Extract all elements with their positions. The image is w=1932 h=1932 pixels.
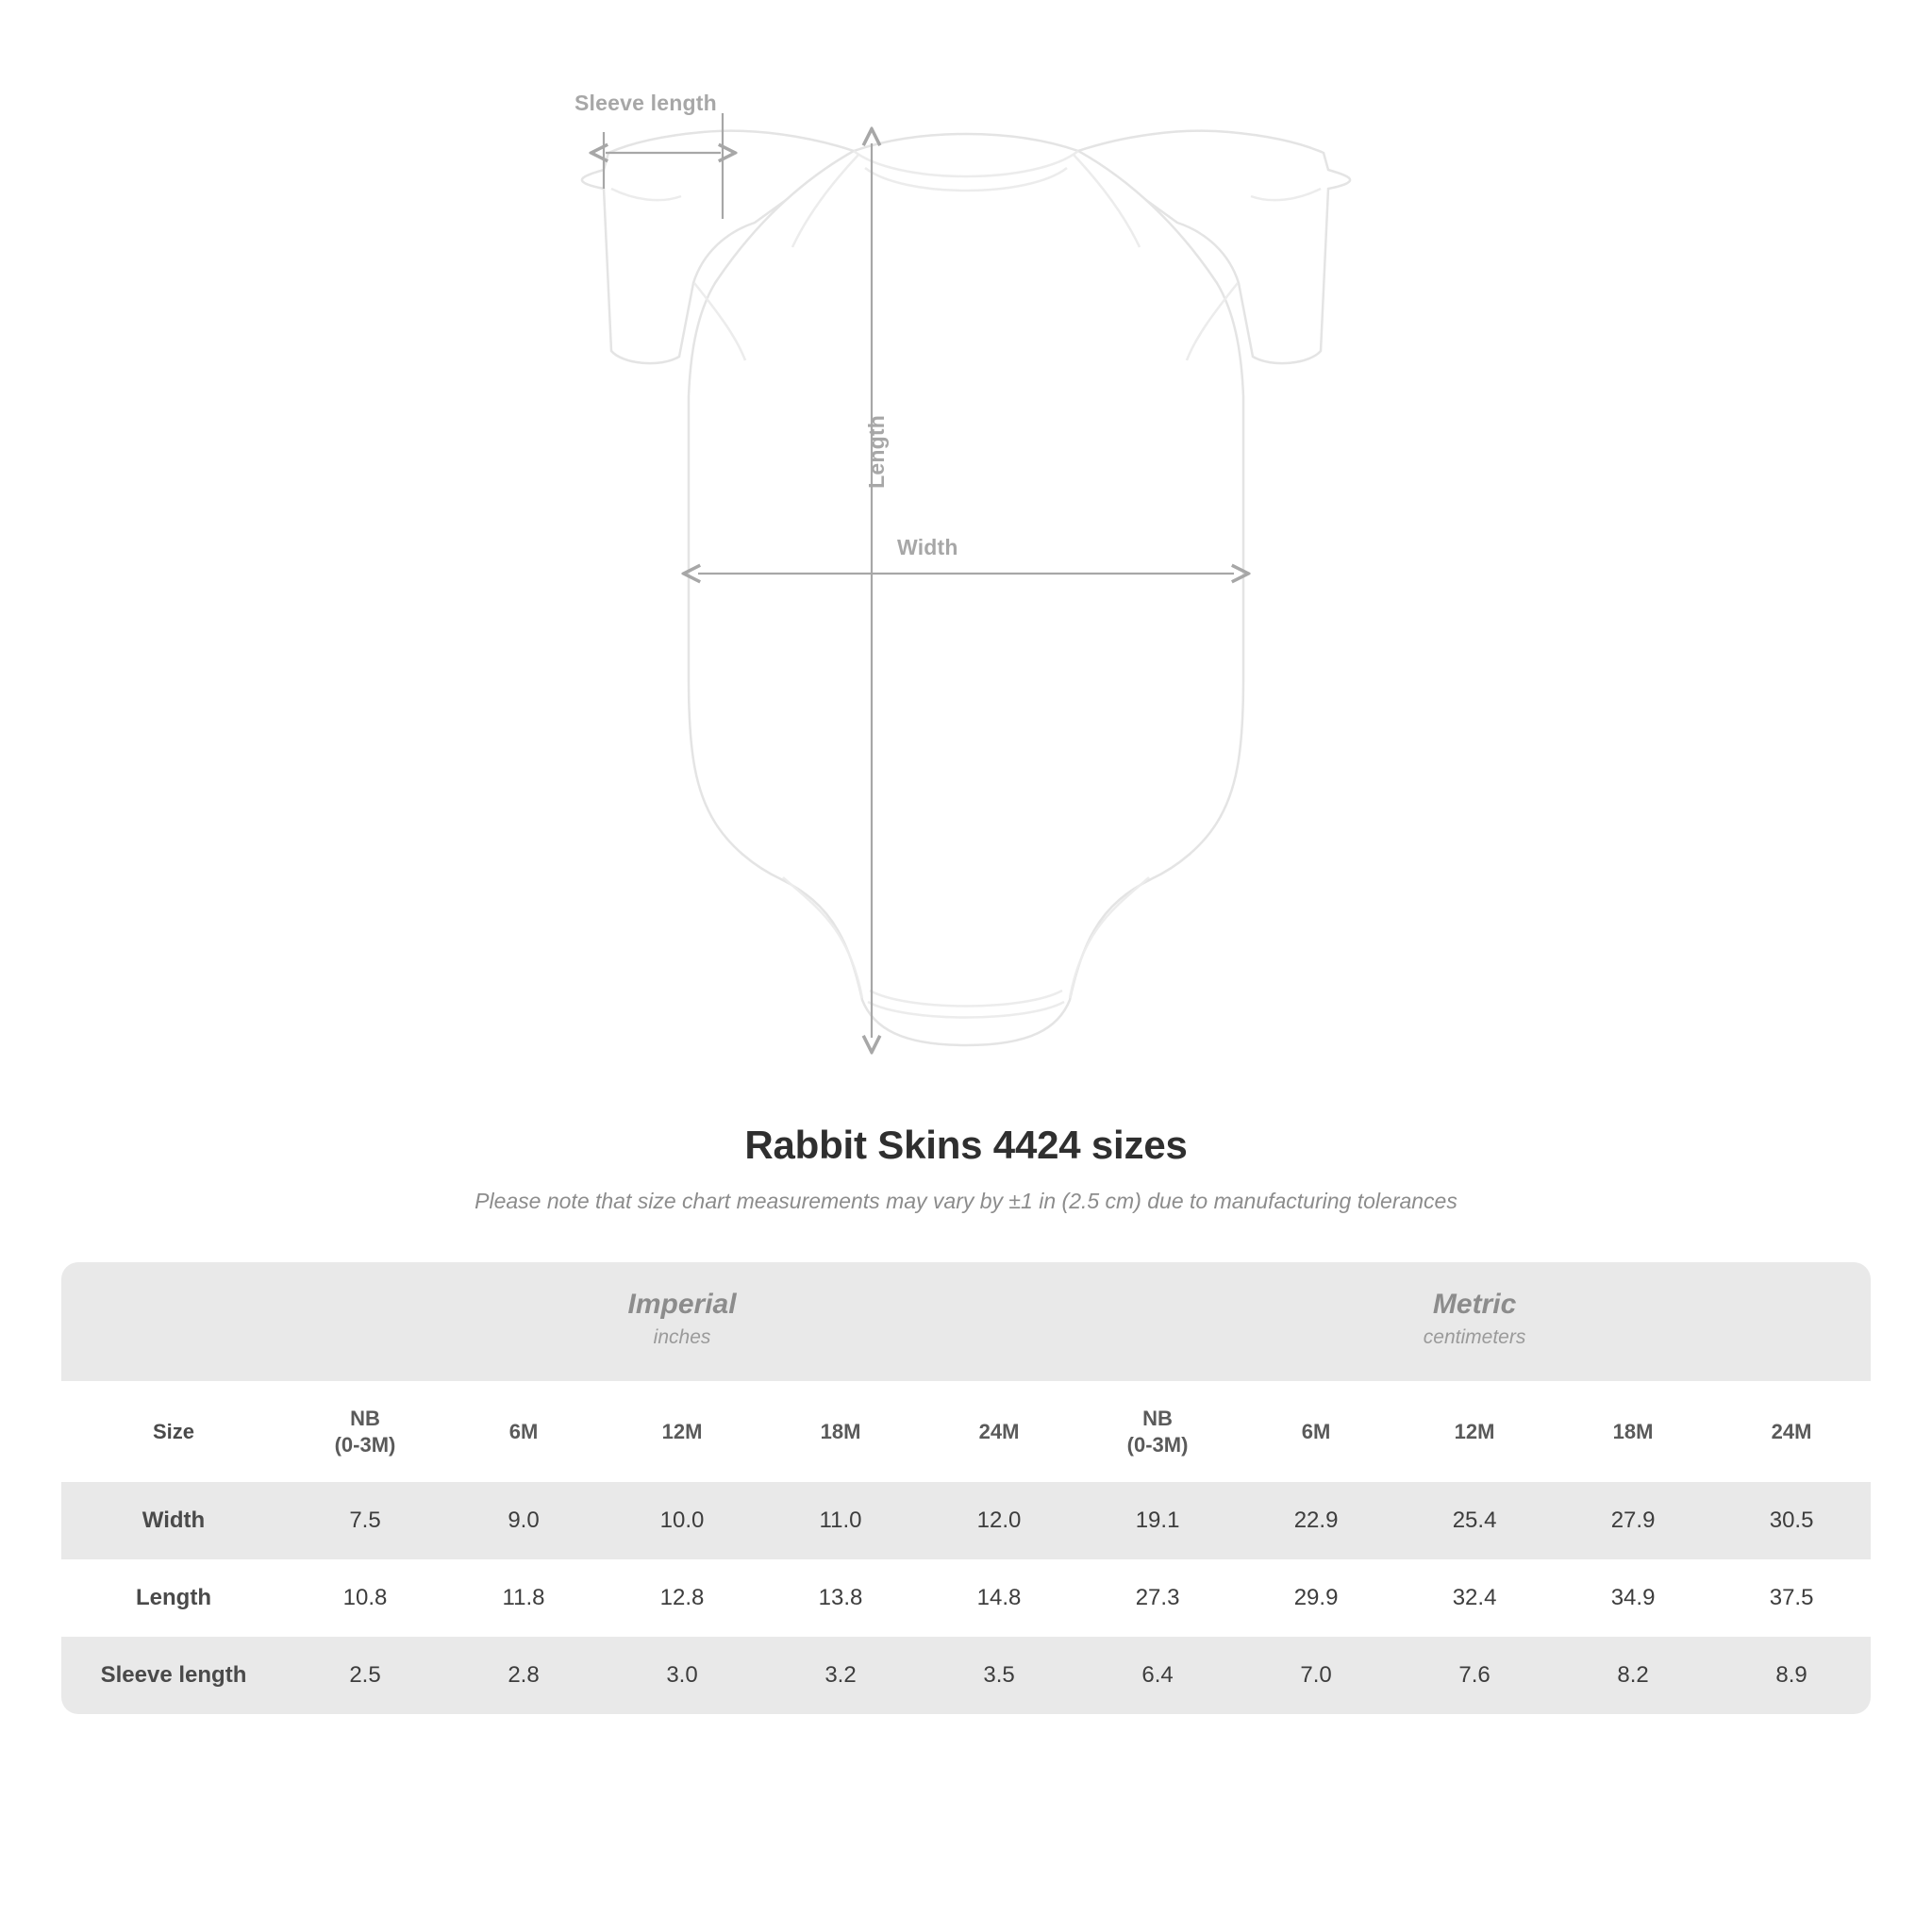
table-cell: 29.9 [1293, 1585, 1339, 1610]
table-corner-cell [61, 1262, 286, 1381]
table-cell: 25.4 [1395, 1482, 1554, 1559]
table-cell: 3.5 [920, 1637, 1078, 1714]
unit-group-metric [1078, 1262, 1871, 1381]
table-cell: 14.8 [976, 1585, 1022, 1610]
table-cell: 3.0 [603, 1637, 761, 1714]
column-header-line1: 12M [1454, 1419, 1495, 1443]
column-header-line1: NB [350, 1407, 380, 1430]
width-dimension-label: Width [897, 535, 958, 559]
table-cell: 27.3 [1135, 1585, 1180, 1610]
table-cell: 12.0 [920, 1482, 1078, 1559]
table-row [61, 1559, 1871, 1637]
tolerance-note: Please note that size chart measurements may vary by ±1 in (2.5 cm) due to manufacturing tolerances [475, 1189, 1457, 1213]
table-cell: 22.9 [1237, 1482, 1395, 1559]
row-header-label: Size [61, 1381, 286, 1482]
table-row [61, 1637, 1871, 1714]
table-cell: 7.5 [286, 1482, 444, 1559]
column-header-line1: 24M [978, 1419, 1020, 1443]
length-dimension-label: Length [864, 415, 889, 489]
column-header-row [61, 1381, 1871, 1482]
column-header-cell [603, 1381, 761, 1482]
table-cell: 32.4 [1452, 1585, 1497, 1610]
column-header-line1: 18M [820, 1419, 861, 1443]
column-header-line2: (0-3M) [1126, 1432, 1189, 1457]
column-header-cell [286, 1381, 444, 1482]
table-cell: 3.2 [761, 1637, 920, 1714]
table-cell: 11.8 [502, 1585, 545, 1610]
table-cell: 8.9 [1712, 1637, 1871, 1714]
sleeve-length-dimension-label: Sleeve length [575, 91, 717, 115]
column-header-line2: (0-3M) [334, 1432, 396, 1457]
column-header-cell [1712, 1381, 1871, 1482]
size-table-wrapper [61, 1262, 1871, 1714]
table-cell: 7.6 [1395, 1637, 1554, 1714]
unit-group-imperial-sub: inches [653, 1326, 711, 1348]
unit-group-row [61, 1262, 1871, 1381]
column-header-cell [1395, 1381, 1554, 1482]
table-cell: 37.5 [1769, 1585, 1814, 1610]
column-header-line1: 6M [1301, 1419, 1331, 1443]
table-cell: 12.8 [659, 1585, 705, 1610]
table-cell: 8.2 [1554, 1637, 1712, 1714]
column-header-cell [444, 1381, 603, 1482]
unit-group-metric-name: Metric [1432, 1289, 1517, 1320]
table-cell: 11.0 [761, 1482, 920, 1559]
table-cell: 27.9 [1554, 1482, 1712, 1559]
table-cell: 13.8 [818, 1585, 863, 1610]
column-header-line1: 24M [1771, 1419, 1812, 1443]
column-header-line1: 12M [661, 1419, 703, 1443]
unit-group-metric-sub: centimeters [1423, 1326, 1526, 1348]
column-header-line1: NB [1142, 1407, 1173, 1430]
table-cell: 7.0 [1237, 1637, 1395, 1714]
table-cell: 2.5 [286, 1637, 444, 1714]
table-cell: 34.9 [1610, 1585, 1656, 1610]
table-cell: 10.8 [342, 1585, 388, 1610]
table-cell: 6.4 [1078, 1637, 1237, 1714]
page-title: Rabbit Skins 4424 sizes [744, 1123, 1188, 1167]
table-cell: 19.1 [1078, 1482, 1237, 1559]
size-table [61, 1262, 1871, 1714]
unit-group-imperial-name: Imperial [627, 1289, 737, 1320]
table-cell: 10.0 [603, 1482, 761, 1559]
unit-group-imperial [286, 1262, 1078, 1381]
row-label: Length [136, 1585, 211, 1610]
column-header-cell [1554, 1381, 1712, 1482]
column-header-cell [761, 1381, 920, 1482]
table-cell: 30.5 [1712, 1482, 1871, 1559]
column-header-cell [1237, 1381, 1395, 1482]
row-label: Width [61, 1482, 286, 1559]
title-block [0, 1123, 1932, 1214]
column-header-line1: 18M [1612, 1419, 1654, 1443]
column-header-cell [920, 1381, 1078, 1482]
column-header-line1: 6M [508, 1419, 539, 1443]
table-cell: 2.8 [444, 1637, 603, 1714]
table-cell: 9.0 [444, 1482, 603, 1559]
column-header-cell [1078, 1381, 1237, 1482]
table-row [61, 1482, 1871, 1559]
row-label: Sleeve length [61, 1637, 286, 1714]
